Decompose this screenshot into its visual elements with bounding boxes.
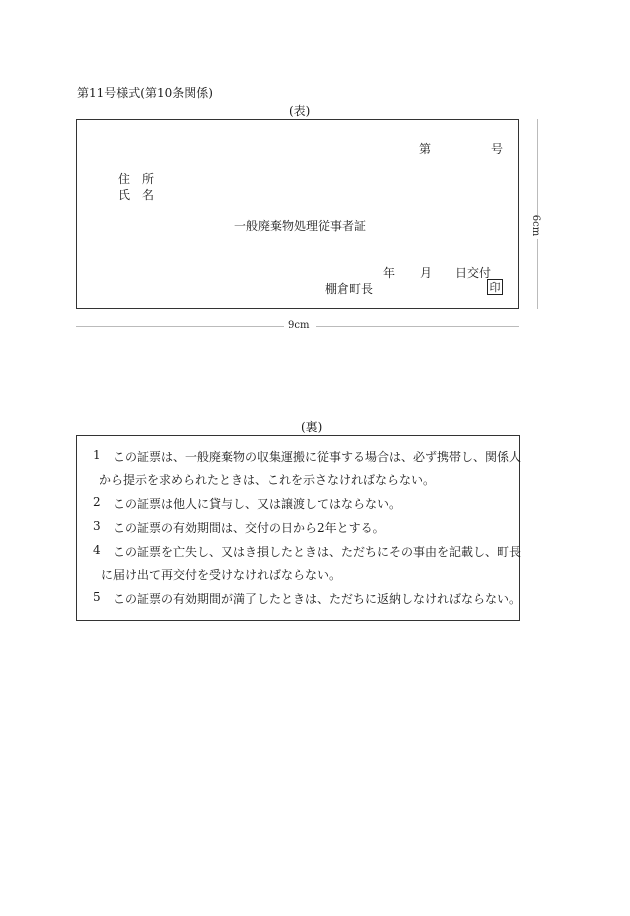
certificate-back (76, 435, 520, 621)
address-label: 住 所 (118, 172, 155, 186)
number-prefix: 第 (419, 142, 432, 156)
certificate-title: 一般廃棄物処理従事者証 (234, 219, 367, 233)
clause-3-line-1: この証票の有効期間は、交付の日から2年とする。 (113, 521, 385, 535)
issue-year-label: 年 (383, 266, 396, 280)
clause-4-number: 4 (93, 543, 101, 557)
clause-3-number: 3 (93, 519, 101, 533)
issue-day-label: 日交付 (455, 266, 492, 280)
height-dimension-line-bottom (537, 239, 538, 309)
clause-4-line-1: この証票を亡失し、又はき損したときは、ただちにその事由を記載し、町長 (113, 545, 522, 559)
name-label: 氏 名 (118, 188, 155, 202)
number-suffix: 号 (491, 142, 504, 156)
width-dimension-line-right (316, 326, 519, 327)
issue-month-label: 月 (420, 266, 433, 280)
clause-1-line-1: この証票は、一般廃棄物の収集運搬に従事する場合は、必ず携帯し、関係人 (113, 450, 522, 464)
clause-5-line-1: この証票の有効期間が満了したときは、ただちに返納しなければならない。 (113, 592, 522, 606)
height-dimension-line-top (537, 119, 538, 215)
clause-2-line-1: この証票は他人に貸与し、又は譲渡してはならない。 (113, 497, 402, 511)
clause-4-line-2: に届け出て再交付を受けなければならない。 (101, 568, 342, 582)
clause-2-number: 2 (93, 495, 101, 509)
certificate-front (76, 119, 519, 309)
form-number: 第11号様式(第10条関係) (77, 86, 213, 100)
front-caption: (表) (289, 104, 311, 118)
official-seal-box: 印 (487, 279, 503, 295)
width-dimension-line-left (76, 326, 284, 327)
clause-1-number: 1 (93, 448, 101, 462)
back-caption: (裏) (301, 420, 323, 434)
clause-1-line-2: から提示を求められたときは、これを示さなければならない。 (99, 473, 436, 487)
issuer-title: 棚倉町長 (325, 282, 374, 296)
width-dimension-label: 9cm (288, 320, 310, 331)
clause-5-number: 5 (93, 590, 101, 604)
height-dimension-label: 6cm (530, 214, 542, 237)
